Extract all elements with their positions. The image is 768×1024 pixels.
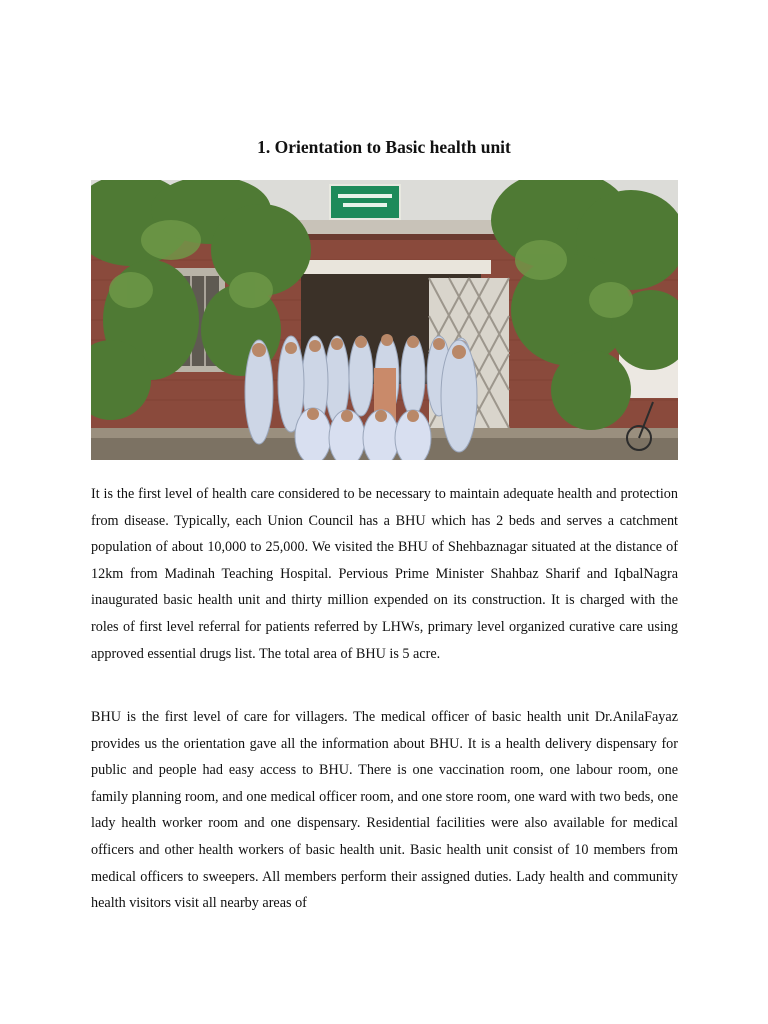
paragraph-2: BHU is the first level of care for villagers. The medical officer of basic health unit Dr.AnilaFayaz provides us the orientation gave all the information about BHU. It is a health delivery dispensary for public and people had easy access to BHU. There is one vaccination room, one labour room, one family planning room, and one medical officer room, and one store room, one ward with two beds, one lady health worker room and one dispensary. Residential facilities were also available for medical officers and other health workers of basic health unit. Basic health unit consist of 10 members from medical officers to sweepers. All members perform their assigned duties. Lady health and community health visitors visit all nearby areas of: [91, 709, 678, 912]
section-title: 1. Orientation to Basic health unit: [257, 136, 511, 157]
paragraph-1: It is the first level of health care considered to be necessary to maintain adequate health and protection from disease. Typically, each Union Council has a BHU which has 2 beds and serves a catchment population of about 10,000 to 25,000. We visited the BHU of Shehbaznagar situated at the distance of 12km from Madinah Teaching Hospital. Pervious Prime Minister Shahbaz Sharif and IqbalNagra inaugurated basic health unit and thirty million expended on its construction. It is charged with the roles of first level referral for patients referred by LHWs, primary level organized curative care using approved essential drugs list. The total area of BHU is 5 acre.: [91, 486, 678, 662]
bhu-group-photo: [91, 180, 678, 460]
